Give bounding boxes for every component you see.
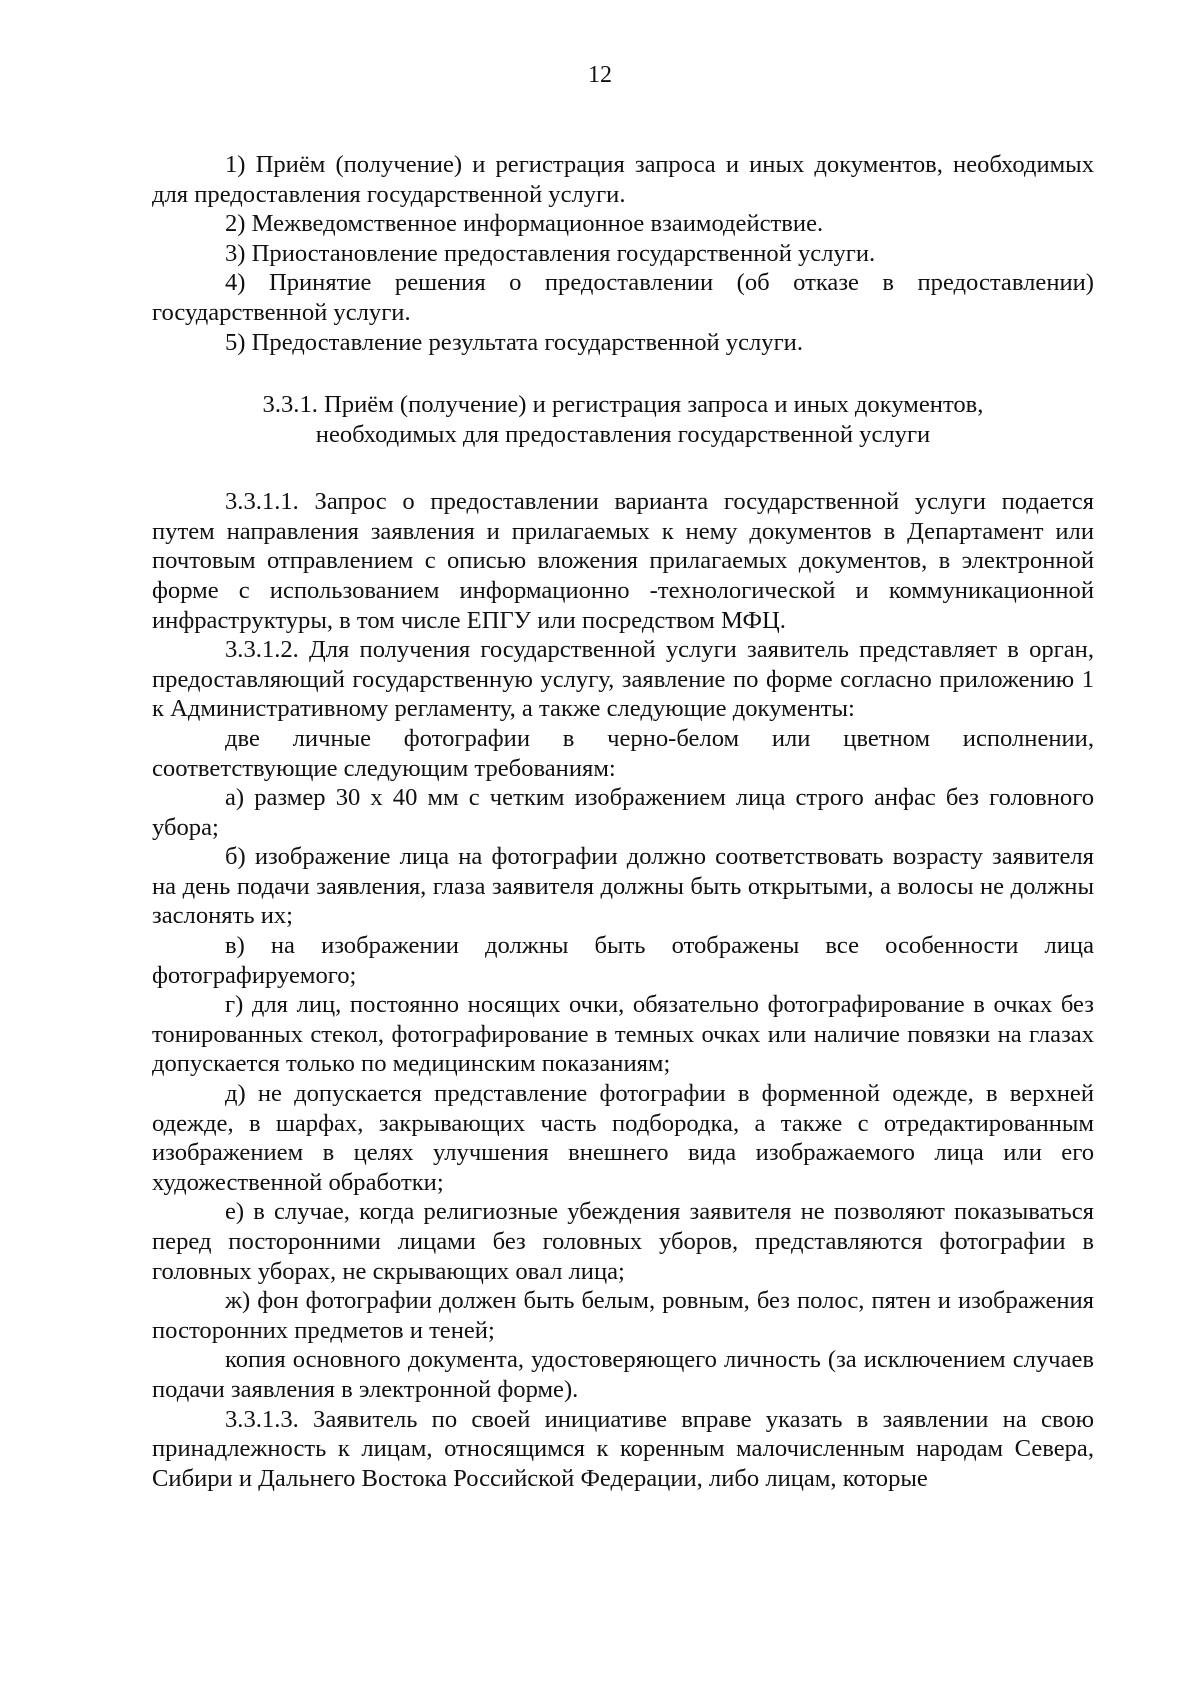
- section-heading-line-1: 3.3.1. Приём (получение) и регистрация запроса и иных документов,: [262, 391, 984, 419]
- requirement-e: е) в случае, когда религиозные убеждения заявителя не позволяют показываться перед посторонними лицами без головных уборов, представляются фотографии в головных уборах, не скрывающих овал лица;: [152, 1198, 1094, 1285]
- requirement-d: д) не допускается представление фотографии в форменной одежде, в верхней одежде, в шарфах, закрывающих часть подбородка, а также с отредактированным изображением в целях улучшения внешнего вида изображаемого лица или его художественной обработки;: [152, 1080, 1094, 1196]
- document-body: [152, 150, 1094, 1493]
- step-item-1: 1) Приём (получение) и регистрация запроса и иных документов, необходимых для предоставления государственной услуги.: [152, 151, 1094, 208]
- page-number: 12: [588, 62, 612, 88]
- paragraph-3-3-1-1: 3.3.1.1. Запрос о предоставлении варианта государственной услуги подается путем направления заявления и прилагаемых к нему документов в Департамент или почтовым отправлением с описью вложения прилагаемых документов, в электронной форме с использованием информационно -технологической и коммуникационной инфраструктуры, в том числе ЕПГУ или посредством МФЦ.: [152, 488, 1094, 634]
- requirement-b: б) изображение лица на фотографии должно соответствовать возрасту заявителя на день подачи заявления, глаза заявителя должны быть открытыми, а волосы не должны заслонять их;: [152, 843, 1094, 930]
- paragraph-id-copy: копия основного документа, удостоверяющего личность (за исключением случаев подачи заявления в электронной форме).: [152, 1346, 1094, 1403]
- step-item-5: 5) Предоставление результата государственной услуги.: [225, 328, 803, 356]
- requirement-zh: ж) фон фотографии должен быть белым, ровным, без полос, пятен и изображения посторонних предметов и теней;: [152, 1287, 1094, 1344]
- paragraph-3-3-1-3: 3.3.1.3. Заявитель по своей инициативе вправе указать в заявлении на свою принадлежность к лицам, относящимся к коренным малочисленным народам Севера, Сибири и Дальнего Востока Российской Федерации, либо лицам, которые: [152, 1405, 1094, 1492]
- requirement-a: а) размер 30 х 40 мм с четким изображением лица строго анфас без головного убора;: [152, 784, 1094, 841]
- section-heading-line-2: необходимых для предоставления государственной услуги: [315, 421, 931, 449]
- step-item-2: 2) Межведомственное информационное взаимодействие.: [225, 210, 824, 238]
- requirement-g: г) для лиц, постоянно носящих очки, обязательно фотографирование в очках без тонированных стекол, фотографирование в темных очках или наличие повязки на глазах допускается только по медицинским показаниям;: [152, 991, 1094, 1078]
- paragraph-photos: две личные фотографии в черно-белом или цветном исполнении, соответствующие следующим требованиям:: [152, 724, 1094, 782]
- step-item-4: 4) Принятие решения о предоставлении (об отказе в предоставлении) государственной услуги.: [152, 269, 1094, 326]
- requirement-v: в) на изображении должны быть отображены все особенности лица фотографируемого;: [152, 932, 1094, 989]
- section-heading: [152, 390, 1094, 450]
- step-item-3: 3) Приостановление предоставления государственной услуги.: [225, 239, 876, 267]
- paragraph-3-3-1-2: 3.3.1.2. Для получения государственной услуги заявитель представляет в орган, предоставляющий государственную услугу, заявление по форме согласно приложению 1 к Административному регламенту, а также следующие документы:: [152, 636, 1094, 723]
